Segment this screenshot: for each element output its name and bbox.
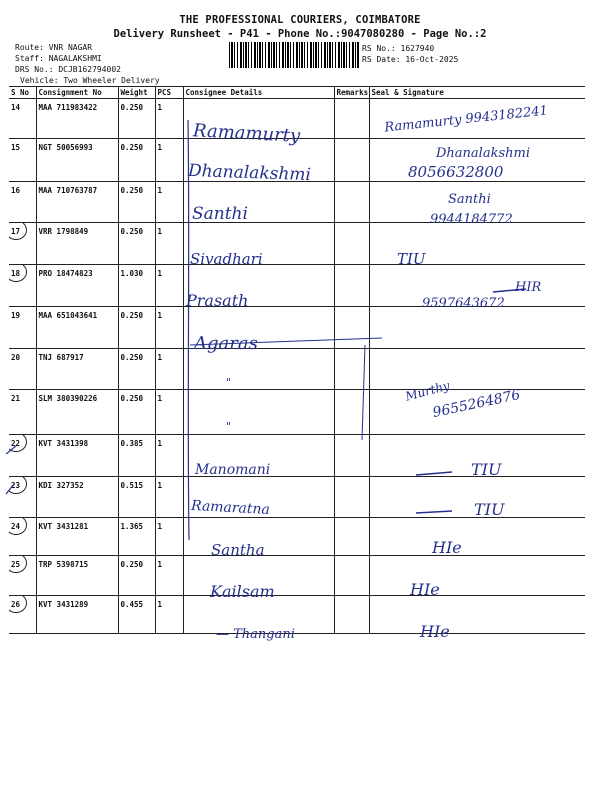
seal-cell — [369, 596, 585, 634]
consignment-cell: KVT 3431289 — [36, 596, 118, 634]
handwritten-consignee: Kailsam — [210, 582, 275, 601]
weight-cell: 1.030 — [118, 265, 155, 307]
handwritten-consignee: Ramaratna — [190, 497, 271, 519]
handwritten-consignee: Manomani — [195, 462, 271, 478]
handwritten-signature: HIe — [420, 622, 450, 641]
remarks-cell — [334, 390, 369, 435]
route-label: Route: VNR NAGAR — [15, 43, 93, 52]
handwritten-signature: HIR — [515, 280, 542, 295]
consignment-cell: VRR 1798849 — [36, 223, 118, 265]
handwritten-signature: Dhanalakshmi — [436, 146, 530, 161]
sno-cell: 16 — [9, 182, 36, 223]
handwritten-consignee: Santhi — [192, 204, 248, 224]
table-row — [9, 349, 585, 390]
handwritten-consignee: Agaras — [194, 333, 258, 354]
circle-mark: 18 — [11, 269, 21, 278]
remarks-cell — [334, 435, 369, 477]
pcs-cell: 1 — [155, 390, 183, 435]
col-remarks: Remarks — [334, 87, 369, 99]
sno-cell — [9, 518, 36, 556]
weight-cell: 0.385 — [118, 435, 155, 477]
consignment-cell: MAA 651043641 — [36, 307, 118, 349]
handwritten-consignee: Sivadhari — [190, 250, 263, 268]
sno-cell: 15 — [9, 139, 36, 182]
pcs-cell: 1 — [155, 182, 183, 223]
handwritten-signature: TIU — [471, 460, 502, 479]
handwritten-signature: Santhi — [448, 192, 491, 207]
consignment-cell: TRP 5398715 — [36, 556, 118, 596]
table-row — [9, 307, 585, 349]
consignment-cell: MAA 711983422 — [36, 99, 118, 139]
remarks-cell — [334, 349, 369, 390]
handwritten-signature: 9597643672 — [422, 296, 505, 311]
sno-cell — [9, 596, 36, 634]
drs-label: DRS No.: DCJB162794002 — [15, 65, 121, 74]
pcs-cell: 1 — [155, 518, 183, 556]
vehicle-label: Vehicle: Two Wheeler Delivery — [20, 76, 160, 85]
table-row — [9, 518, 585, 556]
sno-cell: 19 — [9, 307, 36, 349]
remarks-cell — [334, 99, 369, 139]
pcs-cell: 1 — [155, 556, 183, 596]
rs-number: RS No.: 1627940 — [362, 44, 435, 53]
weight-cell: 0.250 — [118, 99, 155, 139]
handwritten-signature: Murthy — [403, 378, 452, 404]
pcs-cell: 1 — [155, 307, 183, 349]
handwritten-consignee: Dhanalakshmi — [187, 160, 312, 186]
col-sno: S No — [9, 87, 36, 99]
consignment-cell: SLM 380390226 — [36, 390, 118, 435]
circle-mark: 23 — [11, 481, 21, 490]
rs-date: RS Date: 16-Oct-2025 — [362, 55, 459, 64]
table-row — [9, 596, 585, 634]
circle-mark: 26 — [11, 600, 21, 609]
remarks-cell — [334, 518, 369, 556]
pcs-cell: 1 — [155, 477, 183, 518]
remarks-cell — [334, 477, 369, 518]
remarks-cell — [334, 265, 369, 307]
circle-mark: 24 — [11, 522, 21, 531]
handwritten-signature: HIe — [432, 538, 462, 557]
ditto-mark: " — [226, 420, 232, 433]
sno-cell — [9, 435, 36, 477]
consignee-cell — [183, 390, 334, 435]
consignee-cell — [183, 349, 334, 390]
sno-cell — [9, 265, 36, 307]
remarks-cell — [334, 596, 369, 634]
table-header-row — [9, 87, 585, 99]
weight-cell: 1.365 — [118, 518, 155, 556]
handwritten-signature: 8056632800 — [408, 163, 504, 181]
col-weight: Weight — [118, 87, 155, 99]
handwritten-signature: TIU — [397, 250, 426, 268]
table-row — [9, 223, 585, 265]
col-consignment: Consignment No — [36, 87, 118, 99]
weight-cell: 0.250 — [118, 390, 155, 435]
pcs-cell: 1 — [155, 349, 183, 390]
pcs-cell: 1 — [155, 265, 183, 307]
weight-cell: 0.250 — [118, 139, 155, 182]
weight-cell: 0.250 — [118, 556, 155, 596]
handwritten-signature: 9944184772 — [430, 212, 513, 227]
handwritten-consignee: Ramamurty — [192, 120, 301, 147]
handwritten-signature: Ramamurty 9943182241 — [383, 103, 549, 136]
pcs-cell: 1 — [155, 99, 183, 139]
weight-cell: 0.455 — [118, 596, 155, 634]
weight-cell: 0.250 — [118, 223, 155, 265]
seal-cell — [369, 556, 585, 596]
sno-cell: 20 — [9, 349, 36, 390]
pcs-cell: 1 — [155, 223, 183, 265]
col-pcs: PCS — [155, 87, 183, 99]
circle-mark: 25 — [11, 560, 21, 569]
weight-cell: 0.250 — [118, 349, 155, 390]
company-title: THE PROFESSIONAL COURIERS, COIMBATORE — [179, 14, 421, 26]
sno-cell: 14 — [9, 99, 36, 139]
consignment-cell: KDI 327352 — [36, 477, 118, 518]
seal-cell — [369, 349, 585, 390]
runsheet-subtitle: Delivery Runsheet - P41 - Phone No.:9047080280 - Page No.:2 — [113, 28, 487, 40]
remarks-cell — [334, 556, 369, 596]
consignment-cell: KVT 3431281 — [36, 518, 118, 556]
circle-mark: 17 — [11, 227, 21, 236]
staff-label: Staff: NAGALAKSHMI — [15, 54, 102, 63]
remarks-cell — [334, 307, 369, 349]
handwritten-consignee: Santha — [211, 541, 265, 559]
sno-cell — [9, 477, 36, 518]
sno-cell — [9, 556, 36, 596]
remarks-cell — [334, 223, 369, 265]
circle-mark: 22 — [11, 439, 21, 448]
pcs-cell: 1 — [155, 435, 183, 477]
col-consignee: Consignee Details — [183, 87, 334, 99]
consignment-cell: MAA 710763787 — [36, 182, 118, 223]
col-seal: Seal & Signature — [369, 87, 585, 99]
consignment-cell: PRO 18474823 — [36, 265, 118, 307]
ditto-mark: " — [226, 376, 232, 389]
table-row — [9, 556, 585, 596]
remarks-cell — [334, 182, 369, 223]
handwritten-signature: 9655264876 — [431, 386, 522, 422]
weight-cell: 0.250 — [118, 182, 155, 223]
remarks-cell — [334, 139, 369, 182]
weight-cell: 0.250 — [118, 307, 155, 349]
handwritten-consignee: — Thangani — [216, 627, 295, 642]
seal-cell — [369, 518, 585, 556]
handwritten-signature: TIU — [474, 500, 505, 519]
consignment-cell: KVT 3431398 — [36, 435, 118, 477]
sno-cell: 21 — [9, 390, 36, 435]
seal-cell — [369, 307, 585, 349]
weight-cell: 0.515 — [118, 477, 155, 518]
consignment-cell: TNJ 687917 — [36, 349, 118, 390]
handwritten-signature: HIe — [410, 580, 440, 599]
barcode — [229, 42, 360, 68]
handwritten-consignee: Prasath — [186, 291, 249, 310]
pcs-cell: 1 — [155, 596, 183, 634]
pcs-cell: 1 — [155, 139, 183, 182]
consignment-cell: NGT 50056993 — [36, 139, 118, 182]
sno-cell — [9, 223, 36, 265]
